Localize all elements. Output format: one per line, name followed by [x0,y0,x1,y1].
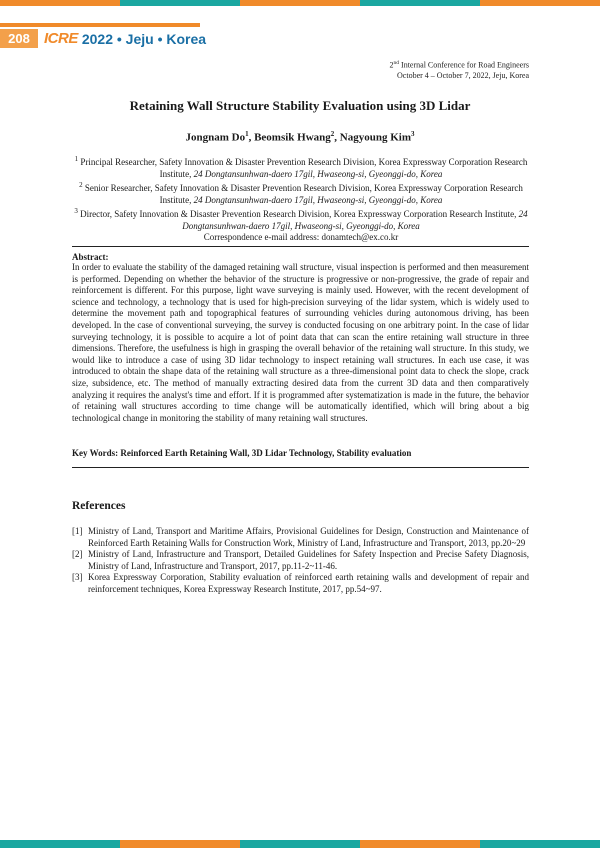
keywords: Key Words: Reinforced Earth Retaining Wall, 3D Lidar Technology, Stability evaluation [72,448,412,458]
logo-mark: ICRE [44,30,78,47]
affiliation-item: $^3$ Director, Safety Innovation & Disaster Prevention Research Division, Korea Expressway Corporation Research Institute, 24 Dongtansunhwan-daero 17gil, Hwaseong-si, Gyeonggi-do, Korea [74,207,528,231]
bottom-color-bar [0,840,600,848]
top-color-bar [0,0,600,6]
author-name: Nagyoung Kim [339,131,412,144]
divider [72,246,529,247]
reference-item: [1] Ministry of Land, Transport and Maritime Affairs, Provisional Guidelines for Design, Construction and Maintenance of Reinforced Earth Retaining Walls for Construction Work, Ministry of Land, Infrastructure and Transport, 2013, pp.20~29 [72,526,529,548]
abstract-text: In order to evaluate the stability of the damaged retaining wall structure, visual inspection is performed and then measurement is performed. Depending on whether the behavior of the structure is progressive or non-progressive, the grade of repair and reinforcement is different. For this purpose, light wave surveying is mainly used. However, with the recent development of science and technology, a technology that is used for high-precision surveying of the lidar system, which is widely used to determine the movement path and topographical features of surrounding vehicles during autonomous driving, has been developed. In the case of conventional surveying, the survey is conducted focusing on one arbitrary point. In the case of lidar surveying technology, it is possible to acquire a lot of point data that can scan the entire retaining wall structure in three dimensions. Therefore, the usefulness is high in grasping the overall behavior of the retaining wall structure. In this study, we would like to introduce a case of using 3D lidar technology to inspect retaining wall structures. In each use case, it was introduced to obtain the shape data of the retaining wall structure as a three-dimensional point data to check the slope, crack size, subsidence, etc. The method of manually extracting desired data from the current 3D data and then comparatively analyzing it requires the analyst's time and effort. If it is programmed after systematization is made in the future, the behavior of retaining wall structures according to time change will be automatically identified, which will bring about a big technological change in monitoring the stability of many retaining wall structures. [72,262,529,423]
author-list: Jongnam Do$^1$, Beomsik Hwang$^2$, Nagyoung Kim$^3$ [185,130,415,144]
affiliation-item: $^2$ Senior Researcher, Safety Innovation & Disaster Prevention Research Division, Korea Expressway Corporation Research Institute, 24 Dongtansunhwan-daero 17gil, Hwaseong-si, Gyeonggi-do, Korea [79,181,523,205]
logo-text: 2022 • Jeju • Korea [81,30,207,47]
conference-line-1: 2nd Internal Conference for Road Engineers [389,60,529,70]
conference-logo [44,29,206,48]
header-rule [0,23,200,27]
divider [72,467,529,468]
reference-item: [3] Korea Expressway Corporation, Stability evaluation of reinforced earth retaining walls and development of repair and reinforcement techniques, Korea Expressway Research Institute, 2017, pp.54~97. [72,572,529,594]
author-name: Jongnam Do [185,131,246,144]
paper-title: Retaining Wall Structure Stability Evaluation using 3D Lidar [129,98,471,113]
abstract-heading: Abstract: [72,252,109,262]
conference-info [390,58,529,81]
correspondence-email: Correspondence e-mail address: donamtech@ex.co.kr [203,232,399,242]
references-heading: References [72,500,126,512]
reference-item: [2] Ministry of Land, Infrastructure and Transport, Detailed Guidelines for Safety Inspection and Precise Safety Diagnosis, Ministry of Land, Infrastructure and Transport, 2017, pp.11-2~11-46. [72,549,529,571]
conference-line-2: October 4 – October 7, 2022, Jeju, Korea [397,70,529,80]
page-number: 208 [0,29,38,48]
affiliations [72,154,530,244]
author-name: Beomsik Hwang [254,131,331,144]
reference-list [72,526,529,596]
affiliation-item: $^1$ Principal Researcher, Safety Innovation & Disaster Prevention Research Division, Korea Expressway Corporation Research Institute, 24 Dongtansunhwan-daero 17gil, Hwaseong-si, Gyeonggi-do, Korea [74,155,528,179]
